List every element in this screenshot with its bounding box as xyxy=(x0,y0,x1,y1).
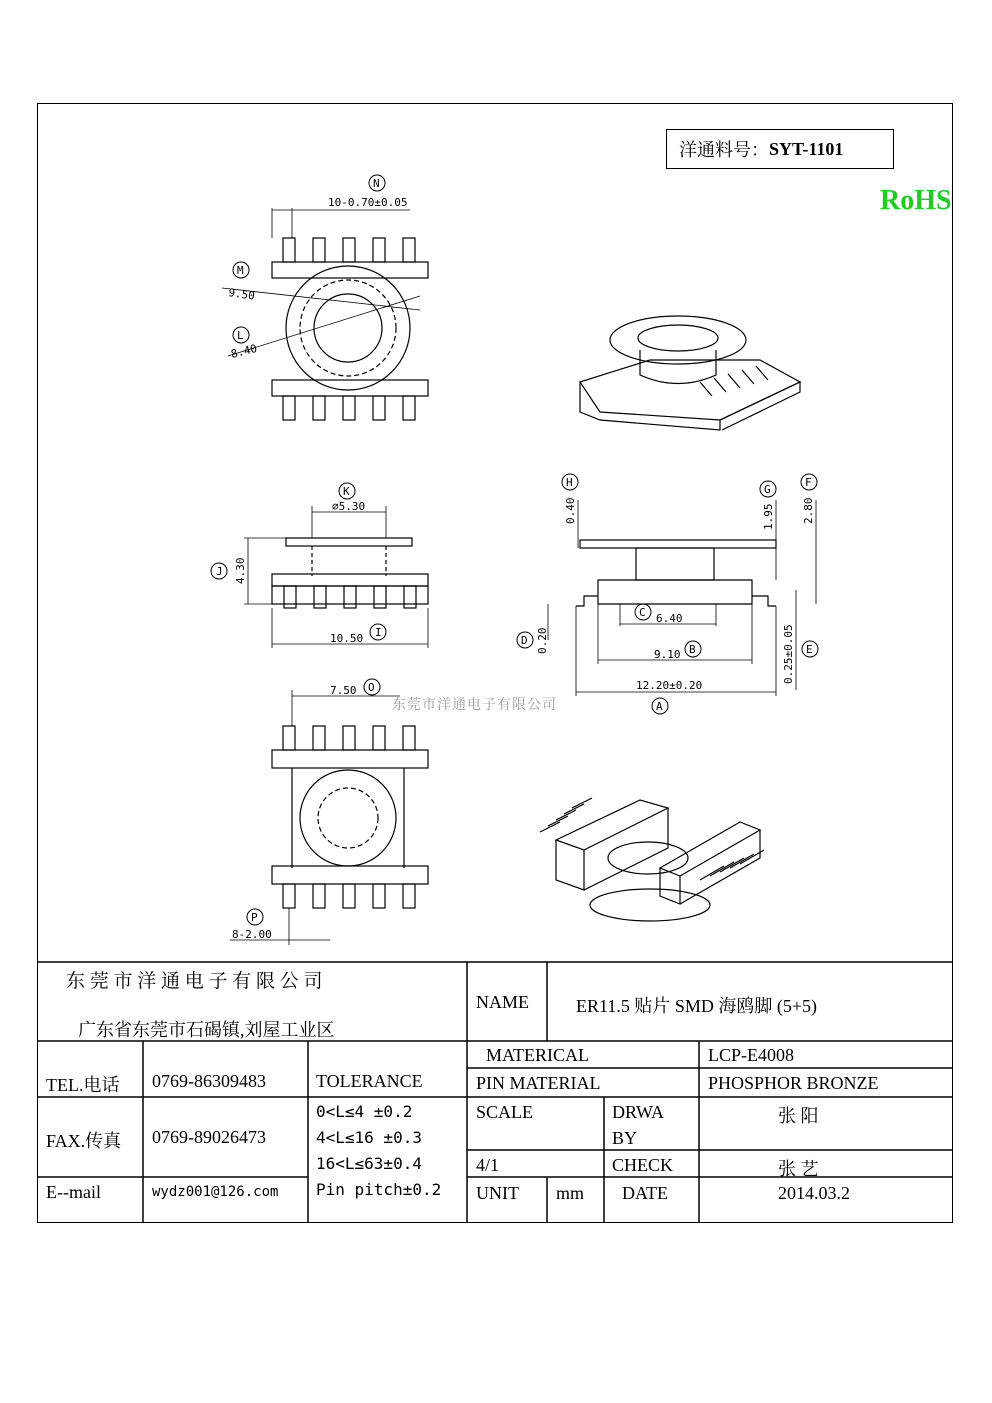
svg-text:0.40: 0.40 xyxy=(564,497,577,524)
unit-label: UNIT xyxy=(476,1183,519,1203)
svg-text:0.20: 0.20 xyxy=(536,627,549,654)
svg-text:D: D xyxy=(521,634,528,647)
part-number-label: 洋通料号： xyxy=(679,140,769,160)
dim-P xyxy=(232,909,272,941)
material-value: LCP-E4008 xyxy=(708,1045,795,1065)
dim-E xyxy=(782,624,818,684)
svg-text:C: C xyxy=(639,606,646,619)
name-label: NAME xyxy=(476,992,529,1012)
svg-text:10.50: 10.50 xyxy=(330,632,364,645)
dim-D xyxy=(517,628,549,655)
scale-value: 4/1 xyxy=(476,1155,500,1175)
dim-K xyxy=(332,483,365,513)
svg-text:I: I xyxy=(375,626,382,639)
watermark-text: 东莞市洋通电子有限公司 xyxy=(392,697,557,713)
svg-text:7.50: 7.50 xyxy=(330,684,357,697)
svg-text:1.95: 1.95 xyxy=(762,503,775,530)
dim-L xyxy=(230,327,259,361)
dim-J xyxy=(211,558,247,585)
fax-label: FAX.传真 xyxy=(46,1131,122,1151)
pin-material-value: PHOSPHOR BRONZE xyxy=(708,1073,879,1093)
dim-B xyxy=(654,641,701,661)
fax-value: 0769-89026473 xyxy=(152,1127,266,1147)
company-name: 东 莞 市 洋 通 电 子 有 限 公 司 xyxy=(66,971,323,992)
svg-text:8.40: 8.40 xyxy=(229,341,259,361)
svg-text:E: E xyxy=(806,643,813,656)
svg-text:O: O xyxy=(368,681,375,694)
front-section-view xyxy=(548,497,816,696)
scale-label: SCALE xyxy=(476,1102,534,1122)
dim-F xyxy=(801,474,817,524)
drawn-by-label-2: BY xyxy=(612,1128,638,1148)
svg-text:B: B xyxy=(689,643,696,656)
svg-text:K: K xyxy=(343,485,350,498)
tolerance-row-4: Pin pitch±0.2 xyxy=(316,1180,442,1199)
tolerance-row-1: 0<L≤4 ±0.2 xyxy=(316,1102,413,1121)
date-value: 2014.03.2 xyxy=(778,1183,850,1203)
tolerance-row-3: 16<L≤63±0.4 xyxy=(316,1154,422,1173)
top-view xyxy=(222,208,428,420)
email-label: E--mail xyxy=(46,1182,101,1202)
dim-N xyxy=(328,175,407,209)
svg-text:F: F xyxy=(805,476,812,489)
date-label: DATE xyxy=(622,1183,668,1203)
svg-text:L: L xyxy=(237,329,244,342)
svg-text:⌀5.30: ⌀5.30 xyxy=(332,500,366,513)
svg-text:2.80: 2.80 xyxy=(802,497,815,524)
svg-text:J: J xyxy=(216,565,223,578)
check-value: 张 艺 xyxy=(778,1159,819,1179)
svg-text:9.50: 9.50 xyxy=(227,286,256,303)
isometric-view-bottom xyxy=(540,798,764,921)
dim-G xyxy=(760,481,776,530)
dim-I xyxy=(330,624,386,645)
side-view xyxy=(244,506,428,648)
svg-text:M: M xyxy=(237,264,244,277)
bottom-view xyxy=(230,690,428,945)
svg-text:P: P xyxy=(251,911,258,924)
svg-text:N: N xyxy=(373,177,380,190)
tel-value: 0769-86309483 xyxy=(152,1071,266,1091)
svg-text:G: G xyxy=(764,483,771,496)
dim-M xyxy=(228,262,256,303)
svg-text:10-0.70±0.05: 10-0.70±0.05 xyxy=(328,196,408,209)
svg-text:9.10: 9.10 xyxy=(654,648,681,661)
svg-text:6.40: 6.40 xyxy=(656,612,683,625)
part-number-value: SYT-1101 xyxy=(769,138,844,159)
pin-material-label: PIN MATERIAL xyxy=(476,1073,601,1093)
svg-text:0.25±0.05: 0.25±0.05 xyxy=(782,624,795,684)
tolerance-label: TOLERANCE xyxy=(316,1071,423,1091)
email-value: wydz001@126.com xyxy=(152,1184,279,1200)
dim-H xyxy=(562,474,578,524)
unit-value: mm xyxy=(556,1183,585,1203)
company-address: 广东省东莞市石碣镇,刘屋工业区 xyxy=(78,1020,335,1040)
rohs-mark: RoHS xyxy=(880,185,952,216)
tolerance-row-2: 4<L≤16 ±0.3 xyxy=(316,1128,422,1147)
isometric-view-top xyxy=(580,316,800,430)
drawn-by-value: 张 阳 xyxy=(778,1106,819,1126)
dim-C xyxy=(635,604,683,625)
svg-text:8-2.00: 8-2.00 xyxy=(232,928,272,941)
check-label: CHECK xyxy=(612,1155,674,1175)
material-label: MATERICAL xyxy=(486,1045,589,1065)
svg-text:4.30: 4.30 xyxy=(234,557,247,584)
svg-text:A: A xyxy=(656,700,663,713)
tel-label: TEL.电话 xyxy=(46,1075,120,1095)
drawn-by-label-1: DRWA xyxy=(612,1102,665,1122)
dim-O xyxy=(330,679,380,697)
name-value: ER11.5 贴片 SMD 海鸥脚 (5+5) xyxy=(576,996,817,1016)
dim-A xyxy=(636,679,702,714)
svg-text:H: H xyxy=(566,476,573,489)
svg-text:12.20±0.20: 12.20±0.20 xyxy=(636,679,703,692)
